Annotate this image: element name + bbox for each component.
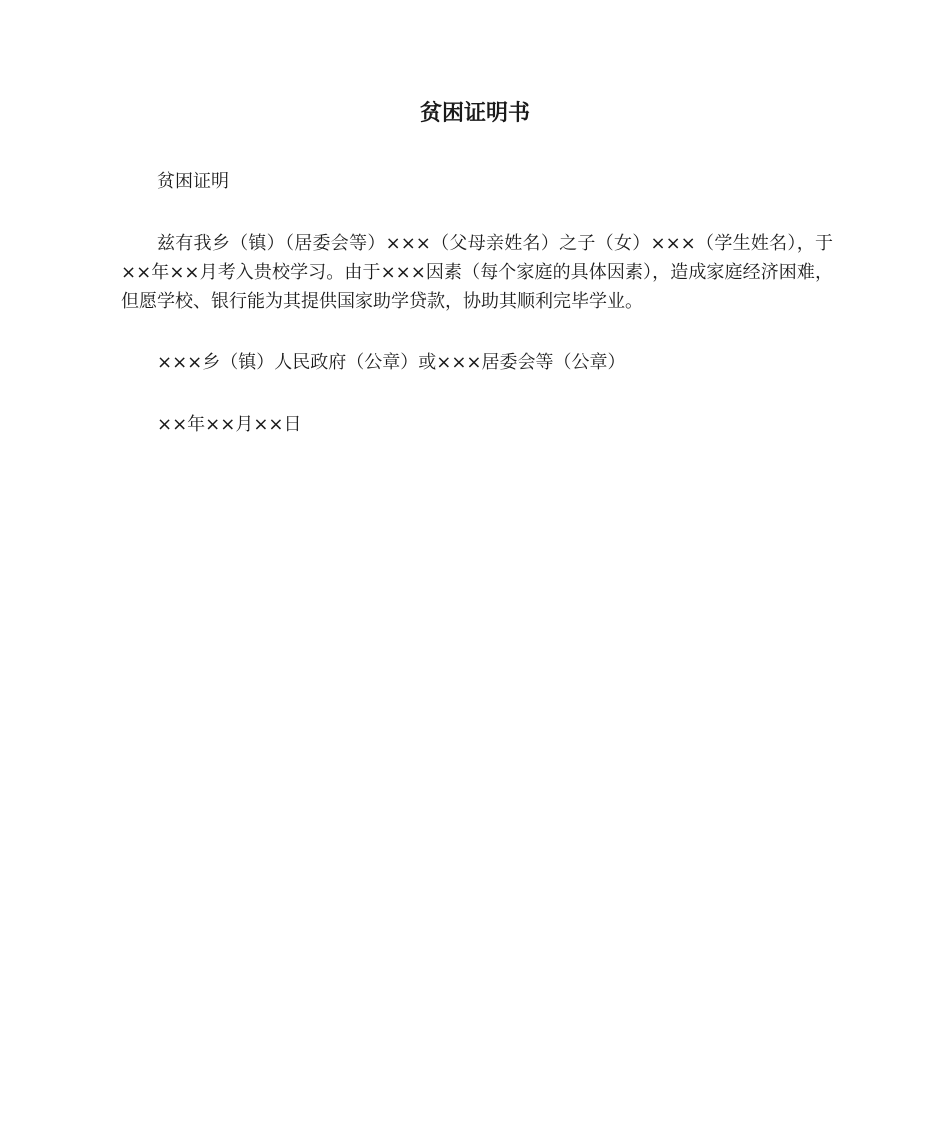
body-paragraph: 兹有我乡（镇）（居委会等）×××（父母亲姓名）之子（女）×××（学生姓名），于××年××月考入贵校学习。由于×××因素（每个家庭的具体因素），造成家庭经济困难，但愿学校、银行能为其提供国家助学贷款，协助其顺利完毕学业。 bbox=[121, 233, 833, 312]
issuer-paragraph: ×××乡（镇）人民政府（公章）或×××居委会等（公章） bbox=[157, 352, 626, 373]
document-title: 贫困证明书 bbox=[419, 101, 530, 126]
subtitle-paragraph: 贫困证明 bbox=[157, 171, 229, 192]
date-paragraph: ××年××月××日 bbox=[157, 414, 302, 435]
